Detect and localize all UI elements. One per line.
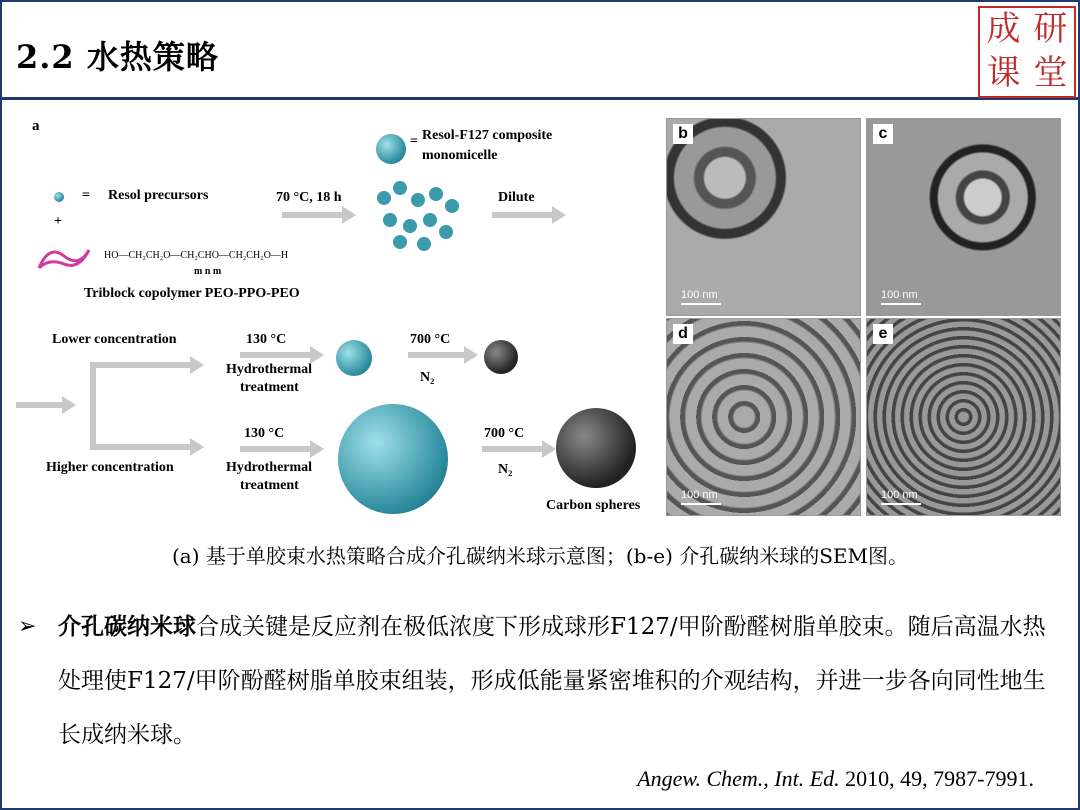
panel-tag: d [673,324,693,344]
scale-bar: 100 nm [681,289,721,305]
slide-title: 2.2 水热策略 [16,38,219,76]
n2-label: N₂ [498,462,513,477]
bullet-paragraph [18,600,1048,762]
polymer-subscripts: m n m [194,266,222,277]
sem-image-c [866,118,1061,316]
resol-label: Resol precursors [108,188,209,203]
logo-char: 成 [986,9,1021,49]
arrow [408,352,464,358]
bullet-text [58,600,1048,762]
composite-label: Resol-F127 composite [422,128,553,143]
plus-sign: + [54,214,62,229]
small-sphere-icon [336,340,372,376]
temp-label: 130 °C [246,332,287,347]
branch-line [90,362,96,448]
title-divider [0,97,1080,100]
sem-image-b [666,118,861,316]
panel-tag: e [873,324,893,344]
reference [637,766,1034,792]
lower-concentration-label: Lower concentration [52,332,177,347]
eq-sign: = [82,188,90,203]
arrow [482,446,542,452]
higher-concentration-label: Higher concentration [46,460,174,475]
arrow [16,402,62,408]
panel-label: a [32,118,40,134]
arrow [90,362,190,368]
title-bar [2,2,1078,97]
polymer-chain-icon [34,240,94,276]
sem-image-d [666,318,861,516]
temp-label: 700 °C [410,332,451,347]
bullet-rest: 合成关键是反应剂在极低浓度下形成球形F127/甲阶酚醛树脂单胶束。随后高温水热处理使F127/甲阶酚醛树脂单胶束组装，形成低能量紧密堆积的介观结构，并进一步各向同性地生长成纳米球。 [58,614,1046,748]
resol-dot-icon [54,192,64,202]
arrow [240,352,310,358]
scale-bar: 100 nm [681,489,721,505]
ref-journal: Angew. Chem., Int. Ed. [637,766,840,791]
large-sphere-icon [338,404,448,514]
arrow [282,212,342,218]
logo-char: 堂 [1033,53,1068,93]
panel-tag: b [673,124,693,144]
scale-bar: 100 nm [881,489,921,505]
arrow [240,446,310,452]
scale-bar: 100 nm [881,289,921,305]
temp-label: 700 °C [484,426,525,441]
temp-label: 130 °C [244,426,285,441]
ref-details: 2010, 49, 7987-7991. [839,766,1034,791]
logo-char: 课 [986,53,1021,93]
schematic-panel-a [14,112,664,522]
figure [14,112,1066,522]
carbon-sphere-icon [556,408,636,488]
bullet-arrow-icon: ➢ [18,614,37,639]
hydrothermal-label: Hydrothermal [226,460,313,475]
logo-char: 研 [1033,9,1068,49]
figure-caption: (a) 基于单胶束水热策略合成介孔碳纳米球示意图；(b-e) 介孔碳纳米球的SEM图。 [171,544,909,568]
n2-label: N₂ [420,370,435,385]
bullet-bold: 介孔碳纳米球 [58,613,196,640]
brand-logo [978,6,1076,98]
micelle-cluster-icon [370,174,466,254]
composite-label-2: monomicelle [422,148,498,163]
carbon-spheres-label: Carbon spheres [546,498,641,513]
condition-label: 70 °C, 18 h [276,190,342,205]
triblock-label: Triblock copolymer PEO-PPO-PEO [84,286,300,301]
arrow [492,212,552,218]
hydrothermal-label: Hydrothermal [226,362,313,377]
sem-image-e [866,318,1061,516]
treatment-label: treatment [240,478,299,493]
monomicelle-icon [376,134,406,164]
panel-tag: c [873,124,893,144]
arrow [90,444,190,450]
dilute-label: Dilute [498,190,535,205]
polymer-formula: HO—CH₂CH₂O—CH₂CHO—CH₂CH₂O—H [104,250,289,261]
eq-sign: = [410,134,418,149]
small-carbon-sphere-icon [484,340,518,374]
treatment-label: treatment [240,380,299,395]
